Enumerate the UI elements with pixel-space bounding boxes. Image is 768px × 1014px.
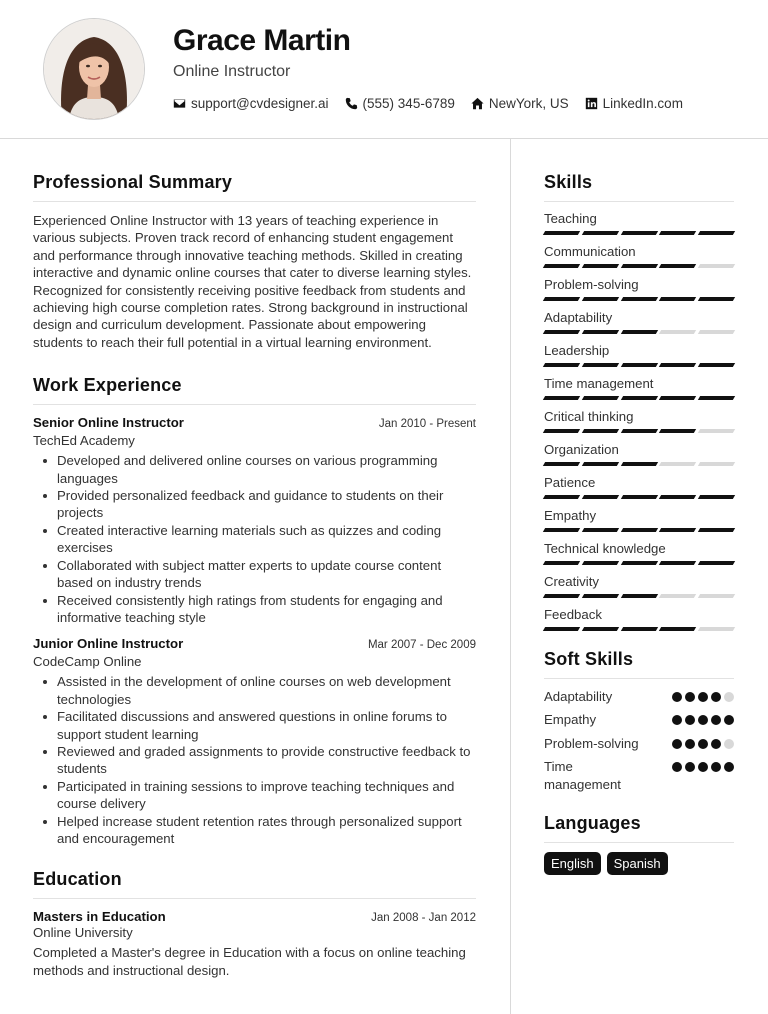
skill-name: Creativity <box>544 574 599 589</box>
rating-segment <box>582 528 619 532</box>
skill-item <box>544 376 734 400</box>
rating-segment <box>659 363 696 367</box>
company-name: CodeCamp Online <box>33 654 142 670</box>
list-item: Collaborated with subject matter experts to update course content based on industry trends <box>41 557 476 592</box>
rating-segment <box>659 264 696 268</box>
skill-name: Empathy <box>544 508 597 523</box>
rating-dot <box>698 715 708 725</box>
rating-segment <box>543 528 580 532</box>
summary-heading: Professional Summary <box>33 172 476 202</box>
list-item: Received consistently high ratings from students for engaging and informative teaching style <box>41 592 476 627</box>
rating-dot <box>724 692 734 702</box>
soft-skill-rating-dots <box>672 692 734 702</box>
contact-list <box>173 96 699 111</box>
soft-skill-item <box>544 735 734 752</box>
rating-segment <box>698 495 735 499</box>
languages-list <box>544 852 734 875</box>
soft-skill-name: Empathy <box>544 712 597 728</box>
rating-segment <box>698 561 735 565</box>
skill-item <box>544 574 734 598</box>
rating-segment <box>620 429 657 433</box>
skill-rating-bar <box>544 330 734 334</box>
list-item: Participated in training sessions to improve teaching techniques and course delivery <box>41 778 476 813</box>
rating-segment <box>620 594 657 598</box>
skill-item <box>544 607 734 631</box>
rating-dot <box>672 739 682 749</box>
rating-dot <box>685 715 695 725</box>
sidebar-column <box>544 172 734 875</box>
rating-segment <box>659 495 696 499</box>
rating-segment <box>659 396 696 400</box>
skill-rating-bar <box>544 429 734 433</box>
contact-linkedin-text: LinkedIn.com <box>602 96 683 111</box>
rating-dot <box>711 739 721 749</box>
skill-item <box>544 475 734 499</box>
rating-dot <box>672 692 682 702</box>
rating-segment <box>543 594 580 598</box>
rating-dot <box>685 739 695 749</box>
rating-segment <box>620 264 657 268</box>
skill-item <box>544 541 734 565</box>
list-item: Helped increase student retention rates through personalized support and encouragement <box>41 813 476 848</box>
rating-segment <box>698 264 735 268</box>
skill-rating-bar <box>544 297 734 301</box>
rating-segment <box>659 330 696 334</box>
candidate-name: Grace Martin <box>173 24 351 57</box>
skill-item <box>544 343 734 367</box>
job-bullets <box>41 673 476 847</box>
skills-heading: Skills <box>544 172 734 202</box>
language-tag: Spanish <box>607 852 668 875</box>
linkedin-icon <box>585 97 598 110</box>
education-heading: Education <box>33 869 476 899</box>
rating-segment <box>620 462 657 466</box>
list-item: Facilitated discussions and answered questions in online forums to support student learning <box>41 708 476 743</box>
job-dates: Mar 2007 - Dec 2009 <box>367 639 476 652</box>
list-item: Reviewed and graded assignments to provide constructive feedback to students <box>41 743 476 778</box>
rating-segment <box>620 363 657 367</box>
rating-segment <box>582 231 619 235</box>
main-column <box>33 172 476 979</box>
rating-segment <box>698 594 735 598</box>
rating-dot <box>698 692 708 702</box>
soft-skill-rating-dots <box>672 762 734 772</box>
skill-rating-bar <box>544 528 734 532</box>
skill-name: Problem-solving <box>544 277 639 292</box>
contact-phone[interactable] <box>345 96 455 111</box>
contact-email-text: support@cvdesigner.ai <box>191 96 329 111</box>
languages-heading: Languages <box>544 813 734 843</box>
contact-location-text: NewYork, US <box>488 96 569 111</box>
rating-segment <box>582 495 619 499</box>
rating-segment <box>659 231 696 235</box>
rating-segment <box>698 627 735 631</box>
soft-skill-item <box>544 711 734 728</box>
rating-segment <box>659 528 696 532</box>
rating-segment <box>698 297 735 301</box>
profile-photo <box>43 18 145 120</box>
skill-rating-bar <box>544 627 734 631</box>
skill-name: Time management <box>544 376 654 391</box>
rating-segment <box>659 429 696 433</box>
list-item: Created interactive learning materials such as quizzes and coding exercises <box>41 522 476 557</box>
soft-skill-name: Time management <box>544 759 621 792</box>
rating-segment <box>582 627 619 631</box>
skill-name: Feedback <box>544 607 602 622</box>
job-title: Senior Online Instructor <box>33 415 184 431</box>
rating-segment <box>698 363 735 367</box>
soft-skill-rating-dots <box>672 715 734 725</box>
rating-segment <box>620 330 657 334</box>
candidate-title: Online Instructor <box>173 63 291 80</box>
rating-segment <box>543 363 580 367</box>
rating-segment <box>698 330 735 334</box>
rating-segment <box>698 396 735 400</box>
rating-segment <box>698 462 735 466</box>
list-item: Assisted in the development of online courses on web development technologies <box>41 673 476 708</box>
skill-item <box>544 409 734 433</box>
skill-rating-bar <box>544 594 734 598</box>
list-item: Developed and delivered online courses on various programming languages <box>41 452 476 487</box>
skill-name: Technical knowledge <box>544 541 666 556</box>
rating-segment <box>543 231 580 235</box>
column-divider <box>510 139 511 1014</box>
skill-rating-bar <box>544 363 734 367</box>
rating-segment <box>582 330 619 334</box>
rating-segment <box>582 462 619 466</box>
home-icon <box>471 97 484 110</box>
rating-segment <box>698 528 735 532</box>
rating-segment <box>620 528 657 532</box>
rating-dot <box>711 762 721 772</box>
skill-item <box>544 508 734 532</box>
job-entry <box>33 636 476 847</box>
skill-name: Leadership <box>544 343 610 358</box>
rating-segment <box>620 495 657 499</box>
rating-dot <box>724 715 734 725</box>
rating-dot <box>724 739 734 749</box>
rating-segment <box>620 231 657 235</box>
skill-name: Communication <box>544 244 636 259</box>
rating-dot <box>685 692 695 702</box>
soft-skills-list <box>544 688 734 793</box>
skill-item <box>544 211 734 235</box>
rating-segment <box>543 264 580 268</box>
skill-name: Organization <box>544 442 619 457</box>
resume-header <box>0 0 768 139</box>
rating-segment <box>698 429 735 433</box>
language-tag: English <box>544 852 601 875</box>
skill-name: Patience <box>544 475 596 490</box>
rating-segment <box>582 594 619 598</box>
rating-dot <box>711 692 721 702</box>
contact-email[interactable] <box>173 96 329 111</box>
soft-skills-heading: Soft Skills <box>544 649 734 679</box>
degree-name: Masters in Education <box>33 909 166 925</box>
rating-dot <box>672 762 682 772</box>
rating-segment <box>543 627 580 631</box>
rating-segment <box>659 561 696 565</box>
rating-dot <box>711 715 721 725</box>
rating-dot <box>698 762 708 772</box>
rating-segment <box>543 330 580 334</box>
contact-phone-text: (555) 345-6789 <box>362 96 455 111</box>
rating-segment <box>582 561 619 565</box>
skill-name: Critical thinking <box>544 409 634 424</box>
skill-item <box>544 310 734 334</box>
school-name: Online University <box>33 925 133 941</box>
rating-segment <box>620 297 657 301</box>
skill-rating-bar <box>544 264 734 268</box>
experience-heading: Work Experience <box>33 375 476 405</box>
soft-skill-item <box>544 758 734 793</box>
job-bullets <box>41 452 476 626</box>
rating-dot <box>685 762 695 772</box>
skill-rating-bar <box>544 462 734 466</box>
skill-name: Teaching <box>544 211 597 226</box>
list-item: Provided personalized feedback and guidance to students on their projects <box>41 487 476 522</box>
phone-icon <box>345 97 358 110</box>
education-entry <box>33 909 476 979</box>
rating-segment <box>543 561 580 565</box>
avatar-portrait-icon <box>44 19 144 119</box>
skill-rating-bar <box>544 495 734 499</box>
rating-segment <box>582 429 619 433</box>
rating-dot <box>724 762 734 772</box>
rating-segment <box>659 627 696 631</box>
skill-rating-bar <box>544 561 734 565</box>
skill-rating-bar <box>544 396 734 400</box>
rating-segment <box>620 627 657 631</box>
rating-segment <box>659 462 696 466</box>
education-description: Completed a Master's degree in Education with a focus on online teaching methods and instructional design. <box>33 945 466 978</box>
rating-dot <box>672 715 682 725</box>
rating-segment <box>543 462 580 466</box>
rating-segment <box>620 561 657 565</box>
rating-segment <box>543 429 580 433</box>
soft-skill-name: Adaptability <box>544 689 613 704</box>
rating-segment <box>582 297 619 301</box>
job-entry <box>33 415 476 626</box>
rating-segment <box>543 396 580 400</box>
rating-segment <box>620 396 657 400</box>
soft-skill-rating-dots <box>672 739 734 749</box>
contact-linkedin[interactable] <box>585 96 683 111</box>
education-dates: Jan 2008 - Jan 2012 <box>371 912 476 925</box>
skill-item <box>544 442 734 466</box>
rating-segment <box>698 231 735 235</box>
skill-item <box>544 277 734 301</box>
rating-segment <box>543 495 580 499</box>
rating-dot <box>698 739 708 749</box>
envelope-icon <box>173 97 186 110</box>
rating-segment <box>659 297 696 301</box>
skills-list <box>544 211 734 631</box>
skill-item <box>544 244 734 268</box>
skill-name: Adaptability <box>544 310 613 325</box>
company-name: TechEd Academy <box>33 433 135 449</box>
soft-skill-name: Problem-solving <box>544 735 639 751</box>
rating-segment <box>582 264 619 268</box>
summary-text: Experienced Online Instructor with 13 years of teaching experience in various subjects. Proven track record of enhancing student engagement and performance through innovative teaching methods. Skilled in creating interactive and dynamic online courses that cater to diverse learning styles. Recognized for consistently receiving positive feedback from students and achieving high course completion rates. Strong background in instructional design and curriculum development. Passionate about empowering students to reach their full potential in a virtual learning environment. <box>33 213 472 350</box>
soft-skill-item <box>544 688 734 705</box>
rating-segment <box>659 594 696 598</box>
rating-segment <box>582 363 619 367</box>
contact-location <box>471 96 569 111</box>
skill-rating-bar <box>544 231 734 235</box>
job-dates: Jan 2010 - Present <box>378 418 476 431</box>
rating-segment <box>543 297 580 301</box>
rating-segment <box>582 396 619 400</box>
job-title: Junior Online Instructor <box>33 636 184 652</box>
